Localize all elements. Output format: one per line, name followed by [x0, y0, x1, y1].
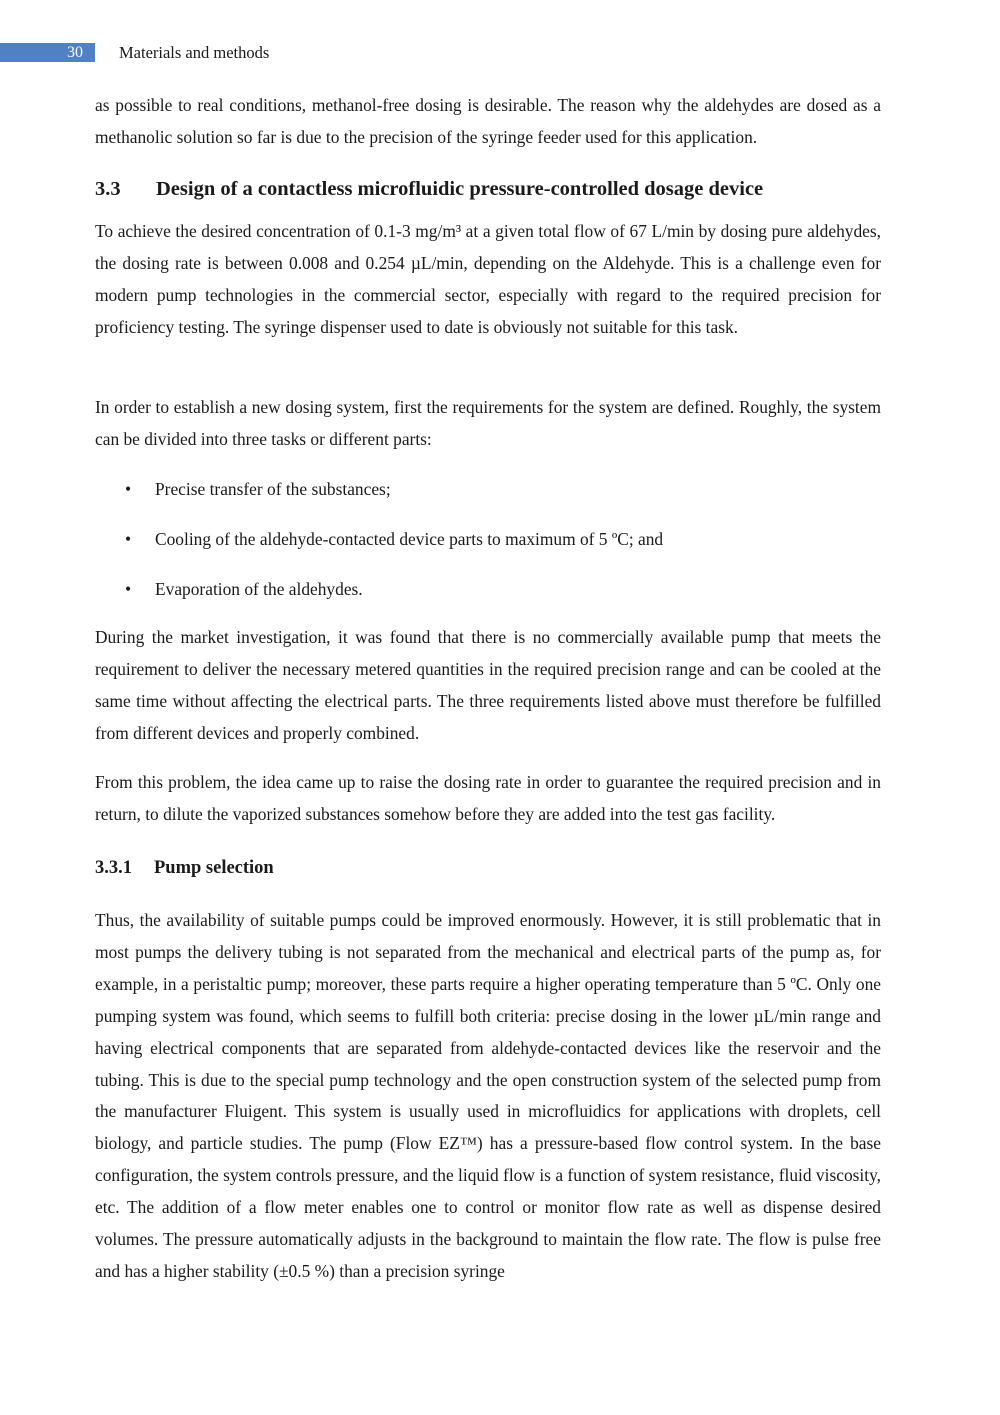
paragraph: To achieve the desired concentration of 0.1-3 mg/m³ at a given total flow of 67 L/min by dosing pure aldehydes, the dosing rate is between 0.008 and 0.254 µL/min, depending on the Aldehyde. This is a challenge even for modern pump technologies in the commercial sector, especially with regard to the required precision for proficiency testing. The syringe dispenser used to date is obviously not suitable for this task. — [95, 221, 881, 337]
page-number-bar — [0, 43, 95, 62]
list-item-text: Cooling of the aldehyde-contacted device parts to maximum of 5 ºC; and — [155, 529, 664, 549]
page-number: 30 — [67, 44, 83, 61]
subsection-heading — [95, 856, 274, 880]
section-heading — [95, 176, 763, 202]
subsection-title: Pump selection — [154, 858, 274, 878]
paragraph: as possible to real conditions, methanol-free dosing is desirable. The reason why the aldehydes are dosed as a methanolic solution so far is due to the precision of the syringe feeder used for this application. — [95, 95, 881, 147]
bullet-icon: • — [125, 579, 132, 599]
list-item-text: Precise transfer of the substances; — [155, 479, 391, 499]
paragraph: In order to establish a new dosing system, first the requirements for the system are defined. Roughly, the system can be divided into three tasks or different parts: — [95, 397, 881, 449]
subsection-number: 3.3.1 — [95, 858, 132, 878]
paragraph: During the market investigation, it was found that there is no commercially available pump that meets the requirement to deliver the necessary metered quantities in the required precision range and can be cooled at the same time without affecting the electrical parts. The three requirements listed above must therefore be fulfilled from different devices and properly combined. — [95, 627, 881, 743]
bullet-icon: • — [125, 479, 132, 499]
list-item — [125, 573, 363, 605]
bullet-icon: • — [125, 529, 132, 549]
list-item-text: Evaporation of the aldehydes. — [155, 579, 363, 599]
list-item — [125, 523, 663, 555]
paragraph: Thus, the availability of suitable pumps could be improved enormously. However, it is still problematic that in most pumps the delivery tubing is not separated from the mechanical and electrical parts of the pump as, for example, in a peristaltic pump; moreover, these parts require a higher operating temperature than 5 ºC. Only one pumping system was found, which seems to fulfill both criteria: precise dosing in the lower µL/min range and having electrical components that are separated from aldehyde-contacted devices like the reservoir and the tubing. This is due to the special pump technology and the open construction system of the selected pump from the manufacturer Fluigent. This system is usually used in microfluidics for applications with droplets, cell biology, and particle studies. The pump (Flow EZ™) has a pressure-based flow control system. In the base configuration, the system controls pressure, and the liquid flow is a function of system resistance, fluid viscosity, etc. The addition of a flow meter enables one to control or monitor flow rate as well as dispense desired volumes. The pressure automatically adjusts in the background to maintain the flow rate. The flow is pulse free and has a higher stability (±0.5 %) than a precision syringe — [95, 910, 881, 1281]
section-title: Design of a contactless microfluidic pressure-controlled dosage device — [156, 178, 764, 200]
running-header: Materials and methods — [119, 43, 270, 62]
paragraph: From this problem, the idea came up to raise the dosing rate in order to guarantee the required precision and in return, to dilute the vaporized substances somehow before they are added into the test gas facility. — [95, 772, 881, 824]
list-item — [125, 473, 391, 505]
section-number: 3.3 — [95, 178, 121, 200]
